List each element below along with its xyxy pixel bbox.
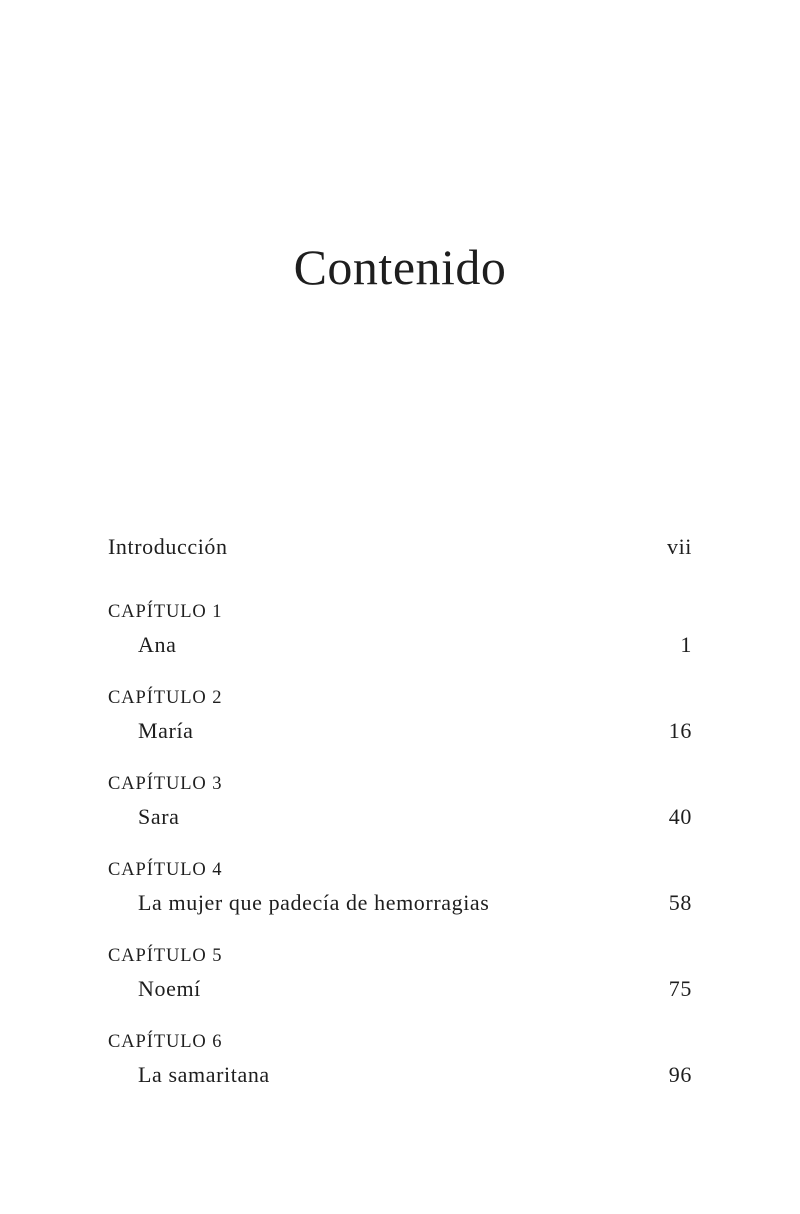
- toc-entry-title: La mujer que padecía de hemorragias: [138, 890, 490, 915]
- chapter-label-5: CAPÍTULO 5: [108, 946, 223, 966]
- toc-entry-title: Sara: [138, 804, 180, 829]
- chapter-label-2: CAPÍTULO 2: [108, 688, 223, 708]
- toc-entry-page: 40: [668, 804, 692, 829]
- toc-entry-page: 75: [668, 976, 692, 1001]
- toc-entry-title: Ana: [138, 632, 177, 657]
- toc-entry-chapter-5[interactable]: [108, 974, 692, 1004]
- toc-entry-chapter-1[interactable]: [108, 630, 692, 660]
- chapter-label-3: CAPÍTULO 3: [108, 774, 223, 794]
- toc-entry-title: Noemí: [138, 976, 201, 1001]
- chapter-label-1: CAPÍTULO 1: [108, 602, 223, 622]
- chapter-label-6: CAPÍTULO 6: [108, 1032, 223, 1052]
- page-title: Contenido: [293, 239, 507, 295]
- toc-entry-page: 16: [668, 718, 692, 743]
- toc-entry-title: María: [138, 718, 194, 743]
- toc-entry-introduction[interactable]: [108, 532, 692, 562]
- toc-entry-page: 1: [680, 632, 692, 657]
- toc-entry-chapter-4[interactable]: [108, 888, 692, 918]
- toc-entry-page: 96: [668, 1062, 692, 1087]
- toc-entry-title: La samaritana: [138, 1062, 270, 1087]
- toc-entry-title: Introducción: [108, 534, 228, 559]
- toc-entry-chapter-6[interactable]: [108, 1060, 692, 1090]
- toc-entry-chapter-3[interactable]: [108, 802, 692, 832]
- toc-entry-chapter-2[interactable]: [108, 716, 692, 746]
- toc-entry-page: 58: [668, 890, 692, 915]
- chapter-label-4: CAPÍTULO 4: [108, 860, 223, 880]
- toc-entry-page: vii: [666, 534, 692, 559]
